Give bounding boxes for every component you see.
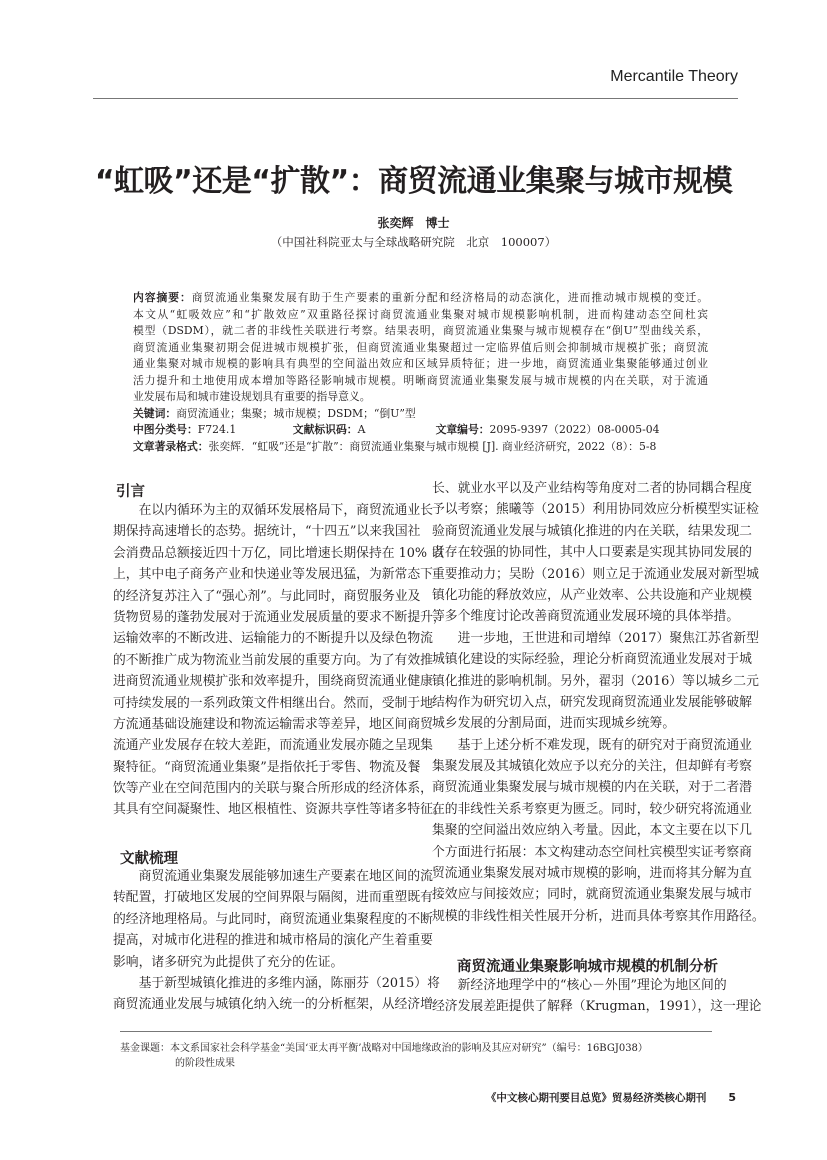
text-line: 经济发展差距提供了解释（Krugman，1991），这一理论 (432, 999, 762, 1015)
abstract-line-text: 商贸流通业集聚发展有助于生产要素的重新分配和经济格局的动态演化，进而推动城市规模的变迁。 (191, 291, 708, 304)
article-no-value: 2095-9397（2022）08-0005-04 (489, 423, 660, 436)
text-line: 商贸流通业集聚初期会促进城市规模扩张，但商贸流通业集聚超过一定临界值后则会抑制城市规模扩张；商贸流 (133, 340, 708, 354)
literature-text (113, 866, 440, 1016)
text-line: 基于上述分析不难发现，既有的研究对于商贸流通业 (432, 737, 752, 753)
text-line: 规模的非线性相关性展开分析，进而具体考察其作用路径。 (432, 908, 765, 924)
text-line: 镇化功能的释放效应，从产业效率、公共设施和产业规模 (432, 587, 752, 603)
running-head: Mercantile Theory (610, 68, 738, 85)
fund-label: 基金课题： (120, 1043, 170, 1054)
text-line: 货物贸易的蓬勃发展对于流通业发展质量的要求不断提升， (113, 609, 446, 625)
text-line: 上，其中电子商务产业和快递业等发展迅猛，为新常态下 (113, 567, 433, 583)
footnote-rule (120, 1031, 712, 1032)
doc-code-label: 文献标识码： (292, 423, 358, 436)
text-line: 运输效率的不断改进、运输能力的不断提升以及绿色物流 (113, 631, 433, 647)
text-line: 通业集聚对城市规模的影响具有典型的空间溢出效应和区域异质特征；进一步地，商贸流通业集聚能够通过创业 (133, 357, 708, 370)
text-line: 结构作为研究切入点，研究发现商贸流通业发展能够破解 (432, 694, 752, 710)
text-line: 的不断推广成为物流业当前发展的重要方向。为了有效推 (113, 652, 433, 668)
text-line: 饮等产业在空间范围内的关联与聚合所形成的经济体系， (113, 781, 433, 797)
journal-name: 《中文核心期刊要目总览》贸易经济类核心期刊 (485, 1092, 707, 1104)
text-line: 接效应与间接效应；同时，就商贸流通业集聚发展与城市 (432, 887, 752, 903)
section-heading-literature: 文献梳理 (120, 851, 178, 867)
text-line: 商贸流通业集聚发展与城市规模的内在关联，对于二者潜 (432, 780, 752, 796)
text-line: 流通产业发展存在较大差距，而流通业发展亦随之呈现集 (113, 738, 433, 754)
text-line (133, 290, 708, 307)
citation-row (133, 439, 708, 456)
abstract-text (133, 290, 708, 406)
text-line: 业发展布局和城市建设规划具有重要的指导意义。 (133, 390, 371, 403)
article-title: “虹吸”还是“扩散”：商贸流通业集聚与城市规模 (94, 164, 733, 199)
text-line: 城镇化建设的实际经验，理论分析商贸流通业发展对于城 (432, 652, 752, 668)
text-line: 基于新型城镇化推进的多维内涵，陈丽芬（2015）将 (113, 975, 440, 991)
fund-footnote (120, 1041, 720, 1071)
text-line: 的经济地理格局。与此同时，商贸流通业集聚程度的不断 (113, 911, 433, 927)
text-line: 在以内循环为主的双循环发展格局下，商贸流通业长 (113, 503, 433, 518)
text-line: 集聚的空间溢出效应纳入考量。因此，本文主要在以下几 (432, 823, 752, 839)
text-line: 模型（DSDM），就二者的非线性关联进行考察。结果表明，商贸流通业集聚与城市规模存在“倒U”型曲线关系， (133, 324, 708, 337)
text-line: 镇化推进的影响机制。另外，翟羽（2016）等以城乡二元 (432, 673, 759, 689)
keywords-value: 商贸流通业；集聚；城市规模；DSDM；“倒U”型 (176, 406, 416, 420)
text-line: 新经济地理学中的“核心－外围”理论为地区间的 (432, 978, 727, 993)
text-line: 验商贸流通业发展与城镇化推进的内在关联，结果发现二 (432, 523, 752, 539)
text-line: 个方面进行拓展：本文构建动态空间杜宾模型实证考察商 (432, 844, 752, 860)
text-line: 的经济复苏注入了“强心剂”。与此同时，商贸服务业及 (113, 588, 421, 604)
text-line: 长、就业水平以及产业结构等角度对二者的协同耦合程度 (432, 481, 752, 496)
classification-row (133, 422, 708, 439)
header-rule (93, 98, 738, 99)
doc-code-value: A (357, 423, 366, 436)
clc-label: 中图分类号： (133, 423, 198, 436)
text-line: 提高，对城市化进程的推进和城市格局的演化产生着重要 (113, 933, 433, 949)
mechanism-text (432, 975, 762, 1018)
text-line: 城乡发展的分割局面，进而实现城乡统筹。 (432, 716, 676, 732)
keywords (133, 406, 708, 423)
text-line: 本文从“虹吸效应”和“扩散效应”双重路径探讨商贸流通业集聚对城市规模影响机制，进而构建动态空间杜宾 (133, 307, 708, 321)
introduction-text (113, 500, 446, 821)
page-footer (486, 1090, 736, 1105)
text-line: 进一步地，王世进和司增绰（2017）聚焦江苏省新型 (432, 630, 759, 646)
right-column-text (432, 478, 765, 927)
text-line: 等多个维度讨论改善商贸流通业发展环境的具体举措。 (432, 609, 740, 625)
text-line: 聚特征。“商贸流通业集聚”是指依托于零售、物流及餐 (113, 759, 421, 775)
text-line: 活力提升和土地使用成本增加等路径影响城市规模。明晰商贸流通业集聚发展与城市规模的内在关联，对于流通 (133, 373, 708, 387)
text-line: 进商贸流通业规模扩张和效率提升，围绕商贸流通业健康 (113, 674, 433, 690)
text-line: 可持续发展的一系列政策文件相继出台。然而，受制于地 (113, 695, 433, 711)
article-no-label: 文章编号： (435, 423, 490, 436)
citation-label: 文章著录格式： (133, 439, 209, 453)
section-heading-mechanism: 商贸流通业集聚影响城市规模的机制分析 (457, 959, 718, 975)
text-line: 者存在较强的协同性，其中人口要素是实现其协同发展的 (432, 545, 752, 561)
citation-value: 张奕辉．“虹吸”还是“扩散”：商贸流通业集聚与城市规模 [J]. 商业经济研究，2022（8）：5-8 (208, 439, 657, 453)
clc-value: F724.1 (197, 423, 237, 436)
section-heading-introduction: 引言 (116, 484, 145, 500)
text-line: 重要推动力；吴盼（2016）则立足于流通业发展对新型城 (432, 566, 759, 582)
text-line: 会消费品总额接近四十万亿，同比增速长期保持在 10% 以 (113, 545, 444, 561)
text-line: 商贸流通业发展与城镇化纳入统一的分析框架，从经济增 (113, 997, 433, 1013)
text-line: 贸流通业集聚发展对城市规模的影响，进而将其分解为直 (432, 866, 752, 882)
page-number: 5 (728, 1091, 736, 1104)
text-line: 转配置，打破地区发展的空间界限与隔阂，进而重塑既有 (113, 890, 433, 906)
text-line: 方流通基础设施建设和物流运输需求等差异，地区间商贸 (113, 716, 433, 732)
text-line: 其具有空间凝聚性、地区根植性、资源共享性等诸多特征。 (113, 802, 446, 818)
fund-text-cont: 的阶段性成果 (175, 1058, 235, 1069)
text-line: 在的非线性关系考察更为匮乏。同时，较少研究将流通业 (432, 801, 752, 817)
affiliation: （中国社科院亚太与全球战略研究院 北京 100007） (270, 235, 557, 249)
text-line: 影响，诸多研究为此提供了充分的佐证。 (113, 954, 344, 970)
text-line: 商贸流通业集聚发展能够加速生产要素在地区间的流 (113, 869, 433, 884)
text-line: 期保持高速增长的态势。据统计，“十四五”以来我国社 (113, 524, 421, 540)
keywords-label: 关键词： (133, 406, 177, 420)
fund-text: 本文系国家社会科学基金“美国‘亚太再平衡’战略对中国地缘政治的影响及其应对研究”（编号：16BGJ038） (170, 1043, 648, 1054)
abstract-block (133, 290, 708, 455)
text-line: 予以考察；熊曦等（2015）利用协同效应分析模型实证检 (432, 502, 759, 518)
abstract-label: 内容摘要： (133, 291, 192, 304)
text-line: 集聚发展及其城镇化效应予以充分的关注，但却鲜有考察 (432, 759, 752, 775)
author: 张奕辉 博士 (377, 216, 450, 230)
